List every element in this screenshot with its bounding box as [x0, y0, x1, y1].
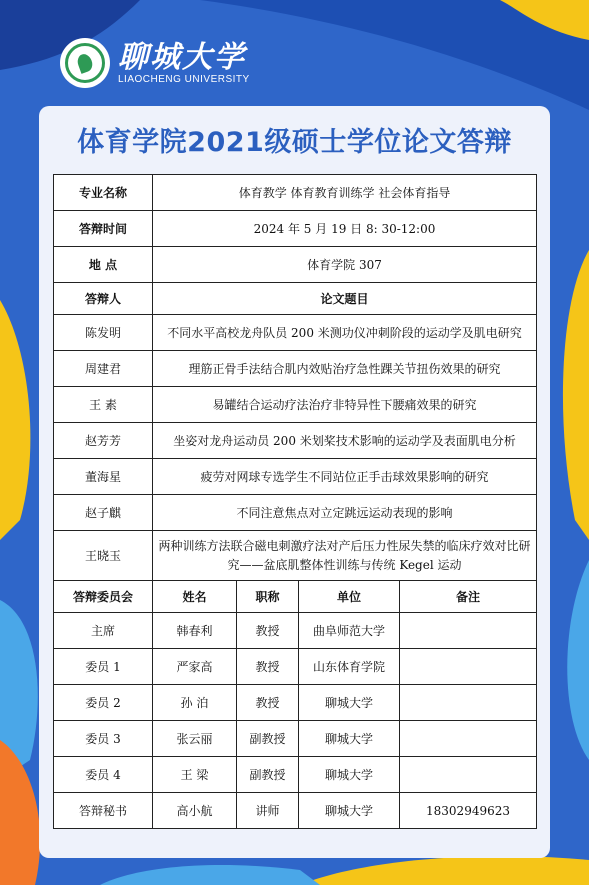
info-value: 体育教学 体育教育训练学 社会体育指导	[153, 175, 537, 211]
committee-name: 韩春利	[153, 613, 237, 649]
committee-rank: 教授	[237, 649, 299, 685]
thesis-title: 两种训练方法联合磁电刺激疗法对产后压力性尿失禁的临床疗效对比研究——盆底肌整体性训练与传统 Kegel 运动	[153, 531, 537, 581]
committee-unit: 山东体育学院	[299, 649, 400, 685]
committee-note	[400, 649, 537, 685]
info-row	[54, 247, 537, 283]
thesis-row	[54, 423, 537, 459]
thesis-title: 不同注意焦点对立定跳远运动表现的影响	[153, 495, 537, 531]
committee-note	[400, 757, 537, 793]
committee-row	[54, 721, 537, 757]
committee-rank: 教授	[237, 613, 299, 649]
committee-unit: 聊城大学	[299, 757, 400, 793]
column-header: 备注	[400, 581, 537, 613]
thesis-row	[54, 387, 537, 423]
committee-name: 王 梁	[153, 757, 237, 793]
thesis-row	[54, 531, 537, 581]
page-title: 体育学院2021级硕士学位论文答辩	[77, 127, 512, 158]
university-emblem-icon	[60, 38, 110, 88]
info-label: 答辩时间	[54, 211, 153, 247]
logo-chinese-name: 聊城大学	[118, 39, 246, 75]
thesis-row	[54, 351, 537, 387]
column-header: 姓名	[153, 581, 237, 613]
committee-rank: 教授	[237, 685, 299, 721]
thesis-title: 易罐结合运动疗法治疗非特异性下腰痛效果的研究	[153, 387, 537, 423]
committee-row	[54, 793, 537, 829]
student-name: 陈发明	[54, 315, 153, 351]
info-label: 专业名称	[54, 175, 153, 211]
student-name: 周建君	[54, 351, 153, 387]
committee-note	[400, 613, 537, 649]
committee-name: 高小航	[153, 793, 237, 829]
committee-header-row	[54, 581, 537, 613]
committee-unit: 聊城大学	[299, 721, 400, 757]
committee-row	[54, 757, 537, 793]
committee-name: 张云丽	[153, 721, 237, 757]
thesis-title: 疲劳对网球专选学生不同站位正手击球效果影响的研究	[153, 459, 537, 495]
defense-schedule-table	[53, 174, 537, 829]
committee-rank: 副教授	[237, 721, 299, 757]
student-name: 董海星	[54, 459, 153, 495]
committee-row	[54, 685, 537, 721]
committee-row	[54, 649, 537, 685]
committee-role: 委员 2	[54, 685, 153, 721]
thesis-title: 不同水平高校龙舟队员 200 米测功仪冲刺阶段的运动学及肌电研究	[153, 315, 537, 351]
student-name: 赵子麒	[54, 495, 153, 531]
column-header: 论文题目	[153, 283, 537, 315]
column-header: 答辩委员会	[54, 581, 153, 613]
committee-rank: 讲师	[237, 793, 299, 829]
thesis-row	[54, 459, 537, 495]
committee-row	[54, 613, 537, 649]
thesis-header-row	[54, 283, 537, 315]
thesis-title: 坐姿对龙舟运动员 200 米划桨技术影响的运动学及表面肌电分析	[153, 423, 537, 459]
column-header: 答辩人	[54, 283, 153, 315]
student-name: 赵芳芳	[54, 423, 153, 459]
committee-role: 主席	[54, 613, 153, 649]
thesis-row	[54, 315, 537, 351]
thesis-title: 理筋正骨手法结合肌内效贴治疗急性踝关节扭伤效果的研究	[153, 351, 537, 387]
university-logo	[60, 38, 250, 88]
committee-role: 委员 1	[54, 649, 153, 685]
info-row	[54, 211, 537, 247]
committee-unit: 聊城大学	[299, 793, 400, 829]
student-name: 王晓玉	[54, 531, 153, 581]
thesis-row	[54, 495, 537, 531]
committee-role: 答辩秘书	[54, 793, 153, 829]
committee-name: 孙 泊	[153, 685, 237, 721]
committee-note	[400, 721, 537, 757]
logo-english-name: LIAOCHENG UNIVERSITY	[118, 73, 250, 85]
committee-unit: 曲阜师范大学	[299, 613, 400, 649]
committee-note: 18302949623	[400, 793, 537, 829]
info-value: 2024 年 5 月 19 日 8: 30-12:00	[153, 211, 537, 247]
committee-unit: 聊城大学	[299, 685, 400, 721]
committee-note	[400, 685, 537, 721]
committee-role: 委员 3	[54, 721, 153, 757]
defense-card	[39, 106, 550, 858]
committee-rank: 副教授	[237, 757, 299, 793]
committee-name: 严家高	[153, 649, 237, 685]
column-header: 单位	[299, 581, 400, 613]
info-value: 体育学院 307	[153, 247, 537, 283]
student-name: 王 素	[54, 387, 153, 423]
column-header: 职称	[237, 581, 299, 613]
info-row	[54, 175, 537, 211]
info-label: 地 点	[54, 247, 153, 283]
committee-role: 委员 4	[54, 757, 153, 793]
